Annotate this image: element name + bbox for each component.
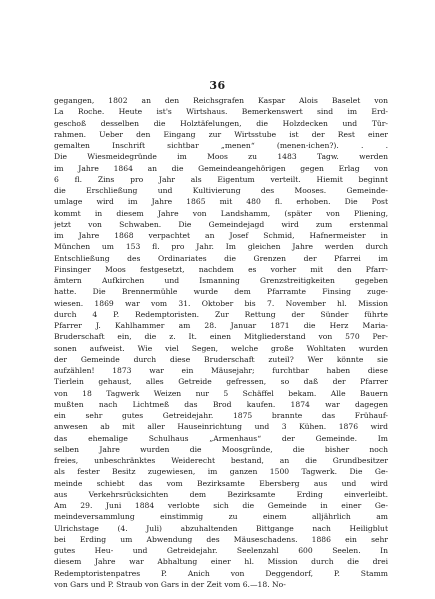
text-line: hatte. Die Brennermühle wurde dem Pfarramte Finsing zuge- (54, 287, 388, 297)
text-line: meinde schiebt das vom Bezirksamte Ebersberg aus und wird (54, 478, 388, 488)
text-line: freies, unbeschränktes Weiderecht bestand, an die Grundbesitzer (54, 456, 388, 465)
text-line: im Jahre 1868 verpachtet an Josef Schmid, Hafnermeister in (54, 231, 388, 240)
text-line: der Gemeinde durch diese Bruderschaft zuteil? Wer könnte sie (54, 354, 388, 364)
text-line: gemalten Inschrift sichtbar „menen“ (menen-ichen?). . . (54, 141, 388, 150)
text-line: rahmen. Ueber den Eingang zur Wirtsstube ist der Rest einer (54, 129, 388, 139)
text-line: von 18 Tagwerk Weizen nur 5 Schäffel bekam. Alle Bauern (54, 388, 388, 398)
text-line: Finsinger Moos festgesetzt, nachdem es vorher mit den Pfarr- (54, 264, 388, 274)
text-line: umlage wird im Jahre 1865 mit 480 fl. erhoben. Die Post (54, 197, 388, 207)
text-line: durch 4 P. Redemptoristen. Zur Rettung der Sünder führte (54, 309, 388, 319)
text-line: ein sehr gutes Getreidejahr. 1875 brannte das Frühauf- (54, 411, 388, 420)
text-line: Bruderschaft ein, die z. It. einen Mitgliederstand von 570 Per- (54, 332, 388, 342)
text-line: mußten nach Lichtmeß das Brod kaufen. 1874 war dagegen (54, 399, 388, 409)
text-line: meindeversammlung einstimmig zu einem alljährlich am (54, 512, 388, 522)
text-line: Die Wiesmeidegründe im Moos zu 1483 Tagw. werden (54, 152, 388, 162)
text-line: Tierlein gehaust, alles Getreide gefressen, so daß der Pfarrer (54, 377, 388, 387)
text-line: ämtern Aufkirchen und Ismanning Grenzstreitigkeiten gegeben (54, 276, 388, 285)
text-line: sonen aufweist. Wie viel Segen, welche große Wohltaten wurden (54, 343, 388, 353)
text-line: Ulrichstage (4. Juli) abzuhaltenden Bittgange nach Heiligblut (54, 523, 388, 533)
text-line: geschoß desselben die Holztäfelungen, die Holzdecken und Tür- (54, 118, 388, 128)
text-line: Am 29. Juni 1884 verlobte sich die Gemeinde in einer Ge- (54, 501, 388, 510)
text-line: Entschließung des Ordinariates die Grenzen der Pfarrei im (54, 253, 388, 263)
text-line: Pfarrer J. Kahlhammer am 28. Januar 1871 die Herz Maria- (54, 321, 388, 330)
text-line: gegangen, 1802 an den Reichsgrafen Kaspar Alois Baselet von (54, 96, 388, 105)
text-line: von Gars und P. Straub von Gars in der Zeit vom 6.—18. No- (54, 579, 286, 589)
text-line: selben Jahre wurden die Moosgründe, die bisher noch (54, 444, 388, 454)
text-line: das ehemalige Schulhaus „Armenhaus“ der Gemeinde. Im (54, 433, 388, 443)
text-line: als fester Besitz zugewiesen, im ganzen 1500 Tagwerk. Die Ge- (54, 467, 388, 477)
text-line: München um 153 fl. pro Jahr. Im gleichen Jahre werden durch (54, 242, 388, 252)
text-line: wiesen. 1869 war vom 31. Oktober bis 7. November hl. Mission (54, 298, 388, 308)
body-text (54, 95, 388, 590)
text-line: aufzählen! 1873 war ein Mäusejahr; furchtbar haben diese (54, 366, 388, 375)
text-line: aus Verkehrsrücksichten dem Bezirksamte Erding einverleibt. (54, 489, 388, 499)
text-line: anwesen ab mit aller Hauseinrichtung und 3 Kühen. 1876 wird (54, 422, 388, 432)
text-line: jetzt von Schwaben. Die Gemeindejagd wird zum erstenmal (54, 219, 388, 229)
page-number: 36 (209, 79, 226, 92)
text-line: im Jahre 1864 an die Gemeindeangehörigen gegen Erlag von (54, 163, 388, 173)
text-line: gutes Heu- und Getreidejahr. Seelenzahl 600 Seelen. In (54, 546, 388, 555)
text-line: La Roche. Heute ist's Wirtshaus. Bemerkenswert sind im Erd- (54, 107, 388, 117)
text-line: Redemptoristenpatres P. Anich von Deggendorf, P. Stamm (54, 568, 388, 578)
text-line: die Erschließung und Kultivierung des Mooses. Gemeinde- (54, 186, 388, 195)
text-line: 6 fl. Zins pro Jahr als Eigentum verteilt. Hiemit beginnt (54, 174, 388, 184)
text-line: bei Erding um Abwendung des Mäuseschadens. 1886 ein sehr (54, 534, 388, 544)
text-line: kommt in diesem Jahre von Landshamm, (später von Pliening, (54, 208, 388, 218)
text-line: diesem Jahre war Abhaltung einer hl. Mission durch die drei (54, 557, 388, 567)
